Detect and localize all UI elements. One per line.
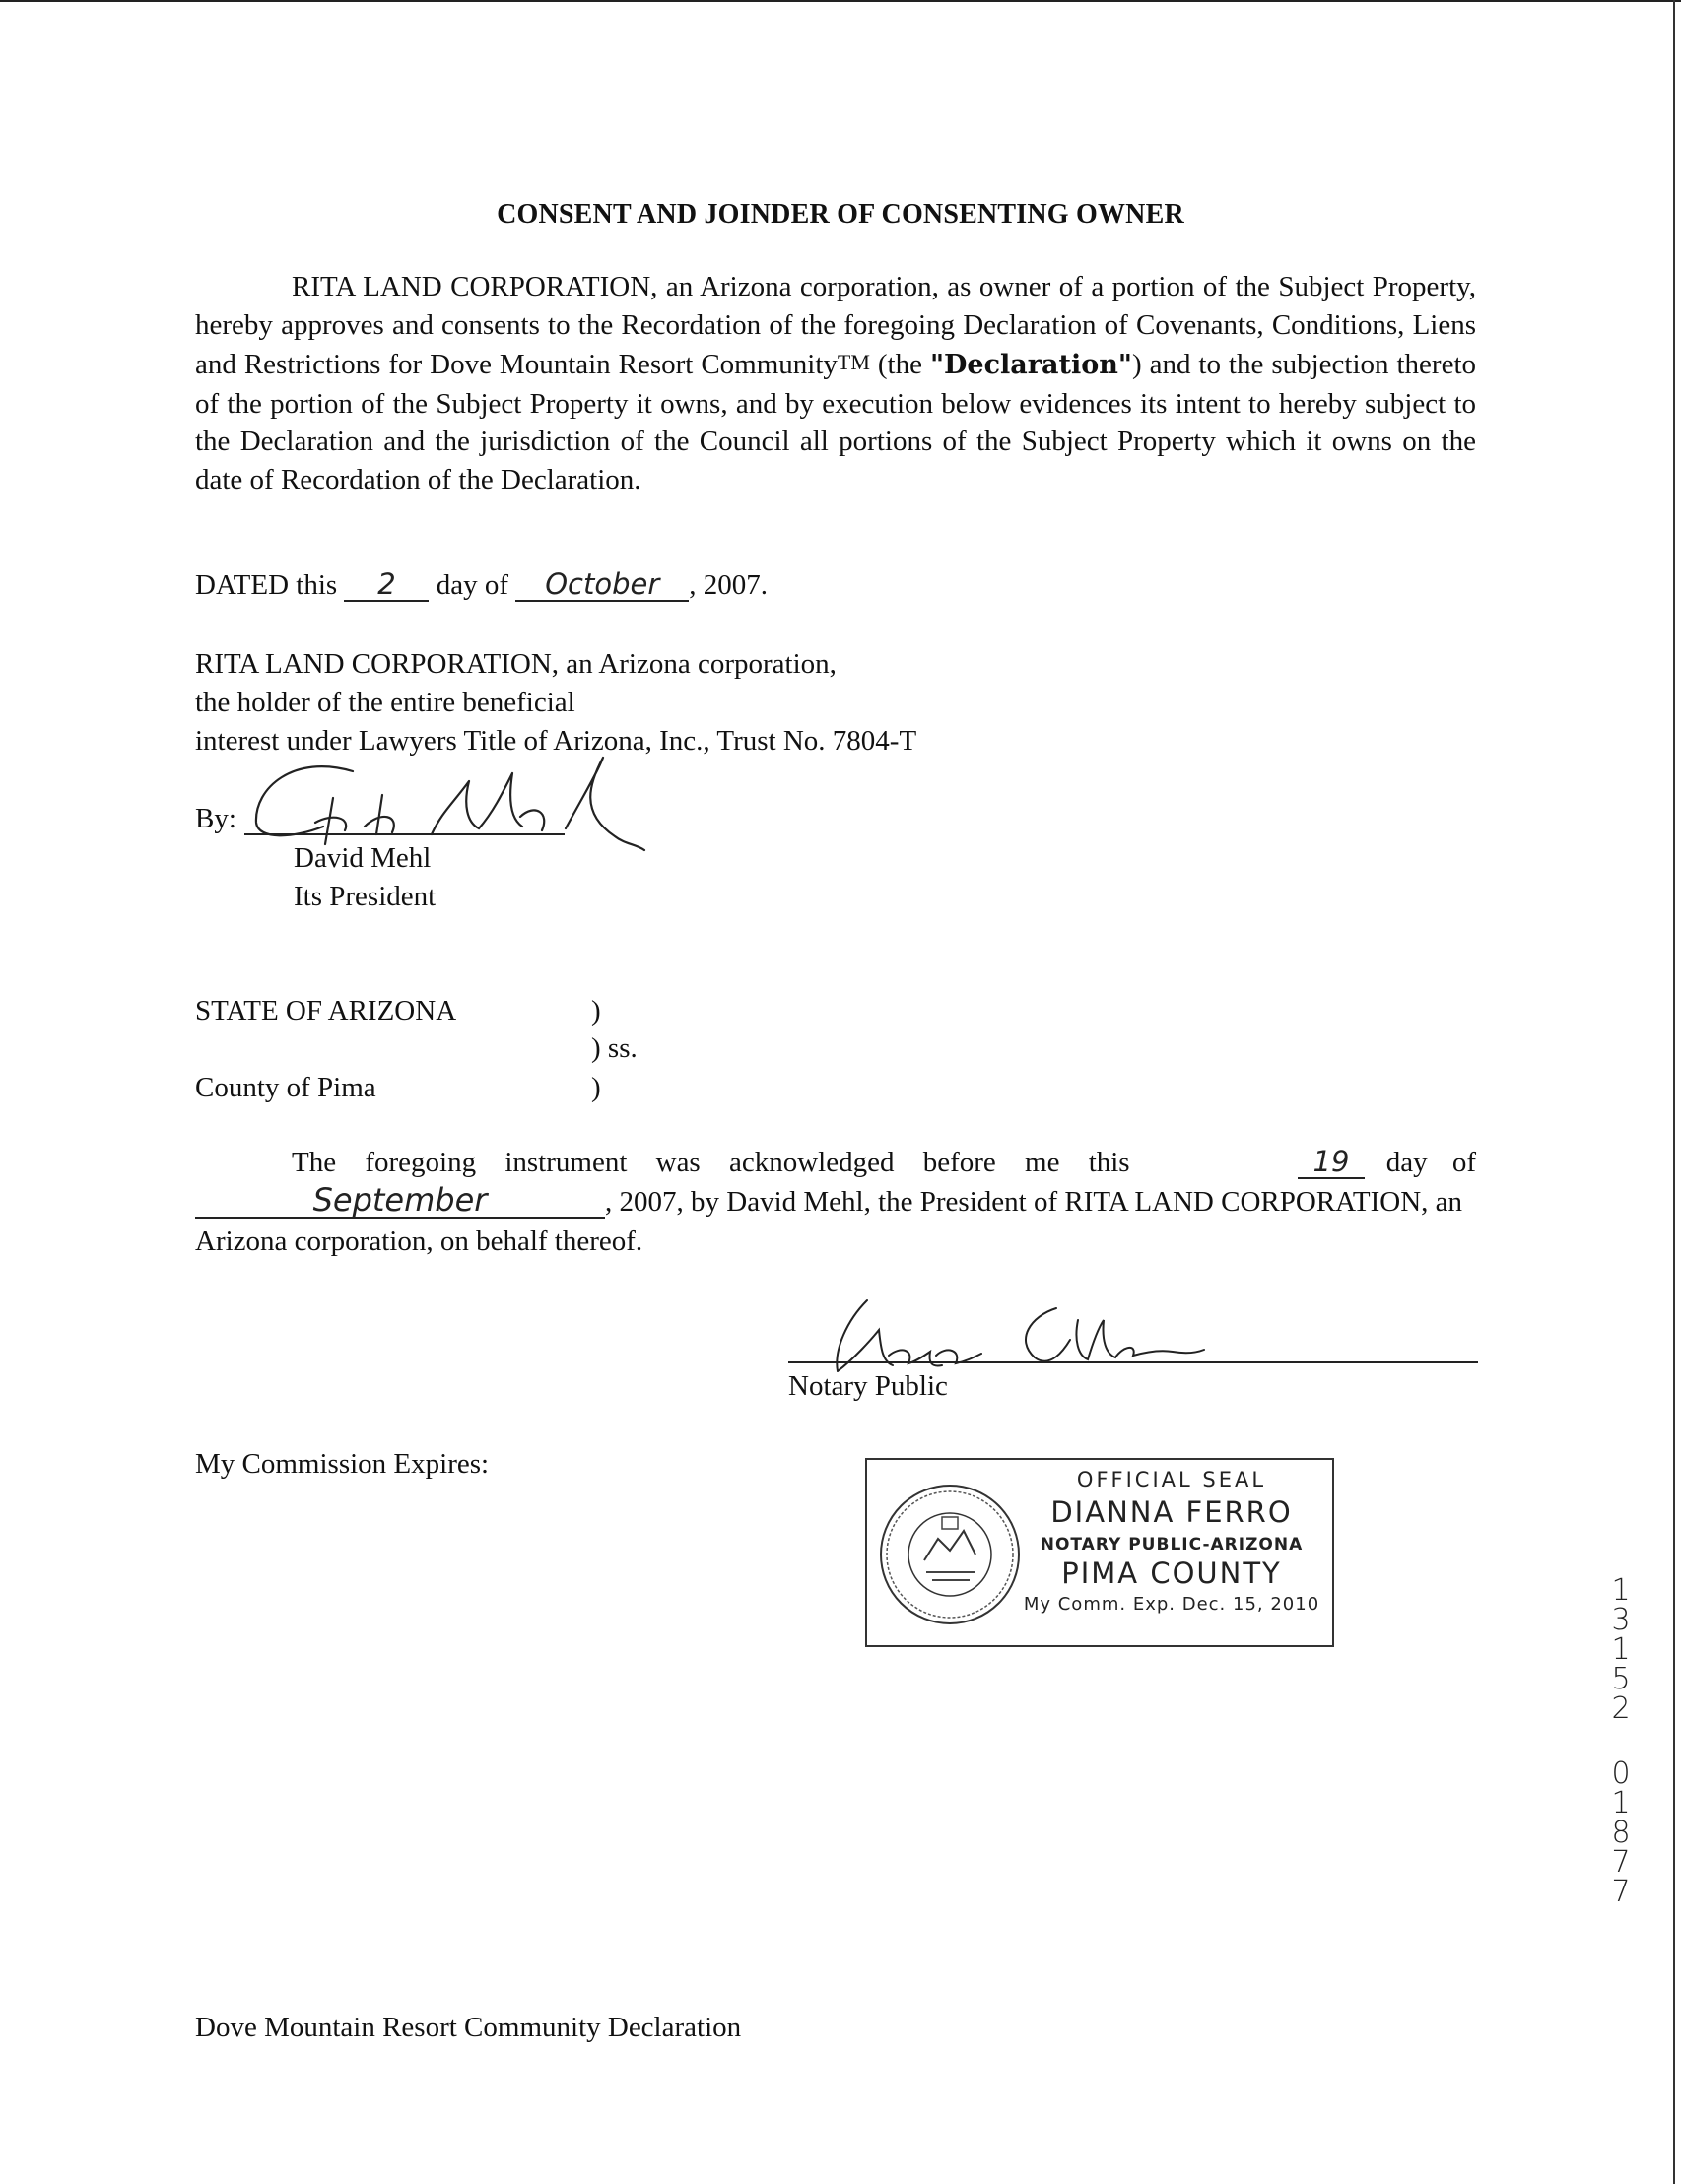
venue-ss: ) ss. [591,1032,638,1064]
notary-official-seal [865,1458,1334,1647]
ack-month-field: September [195,1185,605,1219]
page-footer: Dove Mountain Resort Community Declaration [195,2012,742,2043]
recording-number: 1 3 1 5 2 0 1 8 7 7 [1611,1573,1631,1909]
consent-text: RITA LAND CORPORATION, an Arizona corporation, as owner of a portion of the Subject Property, hereby approves and consents to the Recordation of the foregoing Declaration of Covenants, Conditions, Liens and Restrictions for Dove Mountain Resort Community [195,271,1476,380]
seal-text-block: OFFICIAL SEAL DIANNA FERRO NOTARY PUBLIC-ARIZONA PIMA COUNTY My Comm. Exp. Dec. 15, 2010 [1023,1468,1320,1615]
consent-paragraph [195,268,1476,498]
dated-month-field: October [515,569,689,602]
owner-line-3: interest under Lawyers Title of Arizona, Inc., Trust No. 7804-T [195,725,917,757]
consent-text-rest: ) and to the subjection thereto of the portion of the Subject Property it owns, and by execution below evidences its intent to hereby subject to the Declaration and the jurisdiction of the Council all portions of the Subject Property which it owns on the date of Recordation of the Declaration. [195,349,1477,496]
arizona-state-seal-icon [877,1482,1023,1627]
owner-name: David Mehl [294,842,432,874]
by-label: By: [195,803,236,834]
signature-line-notary [788,1361,1478,1363]
notary-label: Notary Public [788,1370,948,1402]
venue-state: STATE OF ARIZONA [195,995,457,1026]
document-title: CONSENT AND JOINDER OF CONSENTING OWNER [497,199,1184,230]
owner-line-2: the holder of the entire beneficial [195,687,575,718]
trademark-mark: TM [837,350,870,374]
venue-county: County of Pima [195,1072,376,1103]
acknowledgment-paragraph: The foregoing instrument was acknowledged before me this 19 day of September , 2007, by David Mehl, the President of RITA LAND CORPORATION, an Arizona corporation, on behalf thereof. [195,1145,1476,1257]
dated-day-field: 2 [344,569,429,602]
page-right-edge [1673,0,1675,2184]
ack-day-field: 19 [1298,1147,1365,1179]
owner-position: Its President [294,881,437,912]
page-top-edge [0,0,1681,2]
declaration-term: "Declaration" [929,350,1132,380]
dated-line: DATED this 2 day of October , 2007. [195,567,768,601]
commission-label: My Commission Expires: [195,1448,490,1480]
owner-line-1: RITA LAND CORPORATION, an Arizona corporation, [195,648,837,680]
consent-text-the: (the [869,349,930,380]
